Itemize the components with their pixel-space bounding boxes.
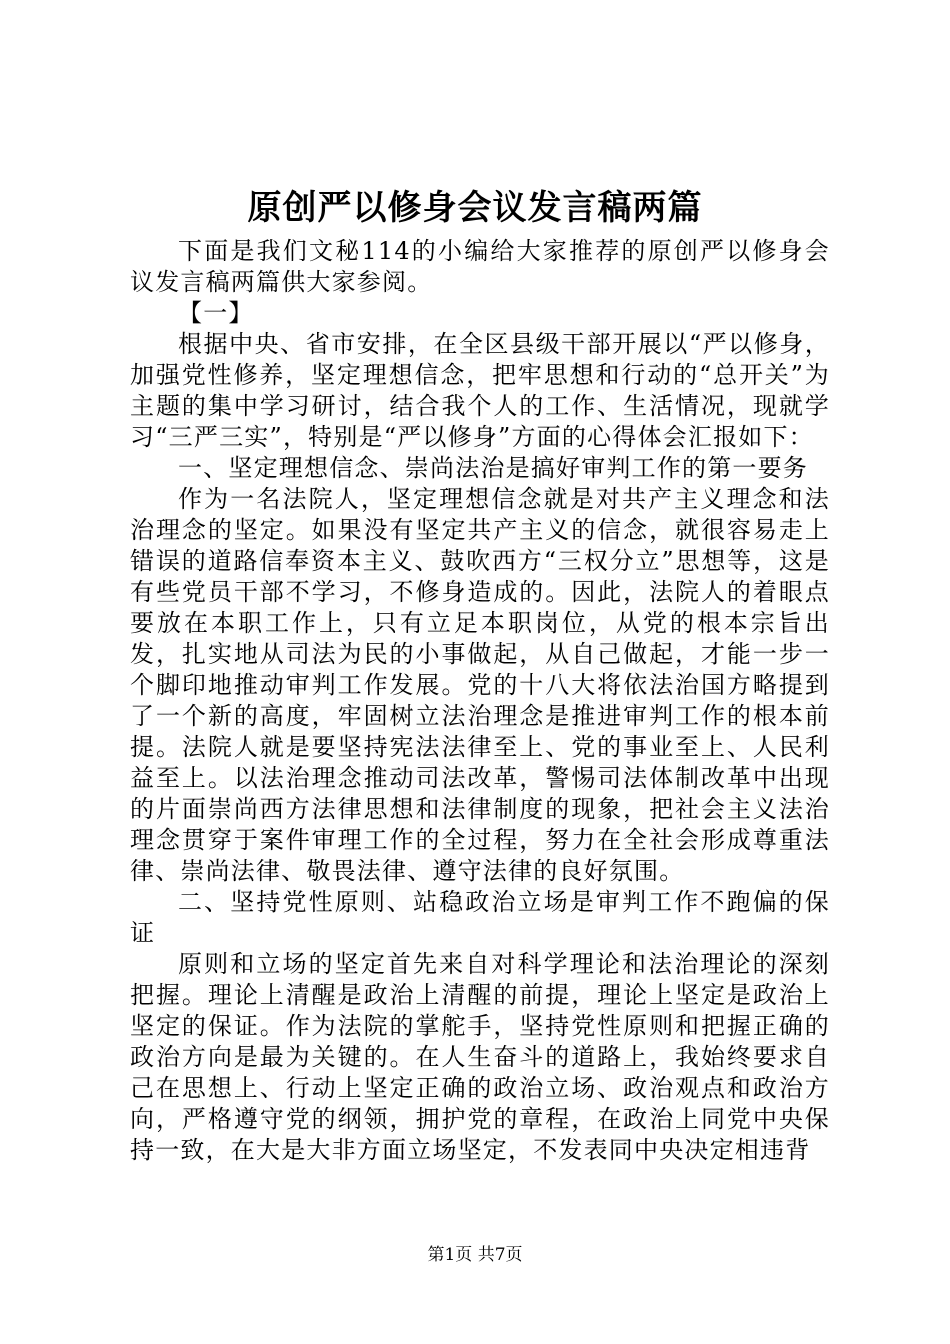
section-heading: 二、坚持党性原则、站稳政治立场是审判工作不跑偏的保证: [130, 888, 830, 947]
document-title: 原创严以修身会议发言稿两篇: [247, 188, 703, 228]
body-paragraph: 作为一名法院人，坚定理想信念就是对共产主义理念和法治理念的坚定。如果没有坚定共产主义的信念，就很容易走上错误的道路信奉资本主义、鼓吹西方“三权分立”思想等，这是有些党员干部不学习，不修身造成的。因此，法院人的着眼点要放在本职工作上，只有立足本职岗位，从党的根本宗旨出发，扎实地从司法为民的小事做起，从自己做起，才能一步一个脚印地推动审判工作发展。党的十八大将依法治国方略提到了一个新的高度，牢固树立法治理念是推进审判工作的根本前提。法院人就是要坚持宪法法律至上、党的事业至上、人民利益至上。以法治理念推动司法改革，警惕司法体制改革中出现的片面崇尚西方法律思想和法律制度的现象，把社会主义法治理念贯穿于案件审理工作的全过程，努力在全社会形成尊重法律、崇尚法律、敬畏法律、遵守法律的良好氛围。: [130, 485, 830, 885]
intro-paragraph: 下面是我们文秘114的小编给大家推荐的原创严以修身会议发言稿两篇供大家参阅。: [130, 237, 830, 296]
document-body: [130, 236, 830, 1166]
section-heading: 一、坚定理想信念、崇尚法治是搞好审判工作的第一要务: [178, 454, 808, 482]
body-paragraph: 根据中央、省市安排，在全区县级干部开展以“严以修身，加强党性修养，坚定理想信念，把牢思想和行动的“总开关”为主题的集中学习研讨，结合我个人的工作、生活情况，现就学习“三严三实”，特别是“严以修身”方面的心得体会汇报如下：: [130, 330, 830, 451]
body-paragraph: 原则和立场的坚定首先来自对科学理论和法治理论的深刻把握。理论上清醒是政治上清醒的前提，理论上坚定是政治上坚定的保证。作为法院的掌舵手，坚持党性原则和把握正确的政治方向是最为关键的。在人生奋斗的道路上，我始终要求自己在思想上、行动上坚定正确的政治立场、政治观点和政治方向，严格遵守党的纲领，拥护党的章程，在政治上同党中央保持一致，在大是大非方面立场坚定，不发表同中央决定相违背: [130, 950, 830, 1164]
page-footer: 第1页 共7页: [427, 1245, 523, 1265]
section-marker: 【一】: [178, 299, 254, 327]
